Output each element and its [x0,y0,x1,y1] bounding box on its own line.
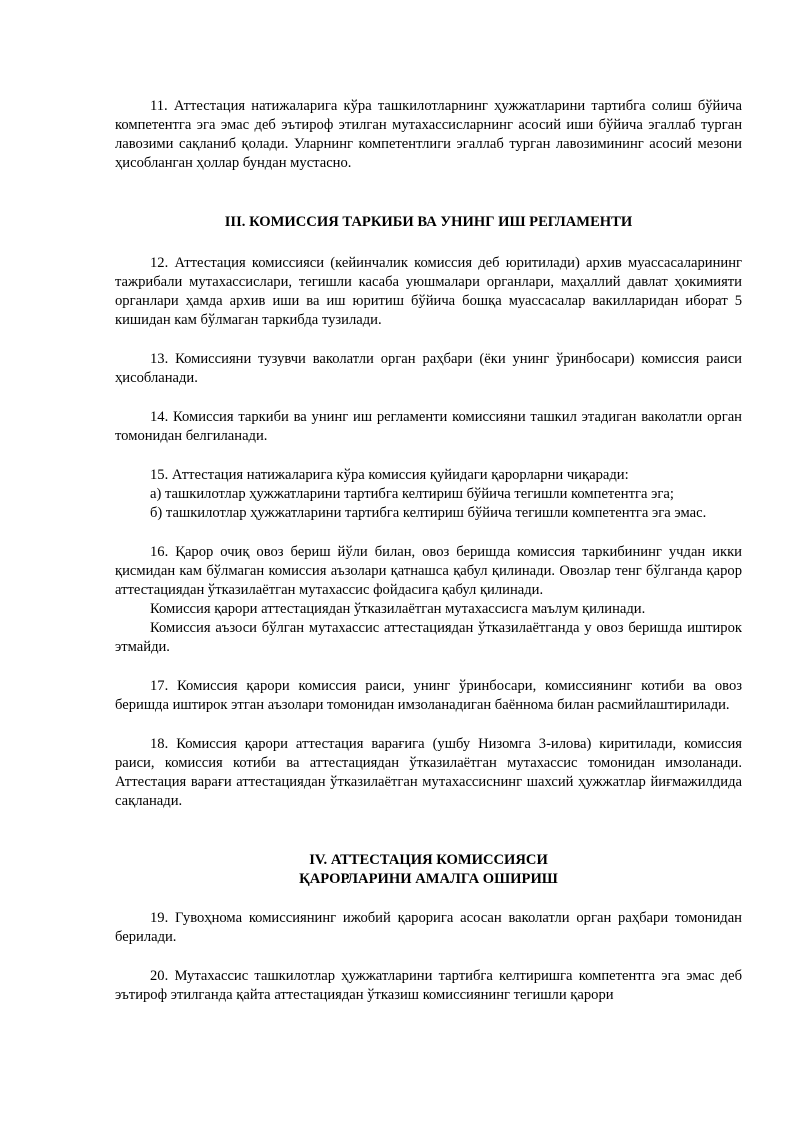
paragraph-17: 17. Комиссия қарори комиссия раиси, унинг ўринбосари, комиссиянинг котиби ва овоз беришда иштирок этган аъзолари томонидан имзоланадиган баённома билан расмийлаштирилади. [115,678,742,713]
paragraph-16: 16. Қарор очиқ овоз бериш йўли билан, овоз беришда комиссия таркибининг учдан икки қисмидан кам бўлмаган комиссия аъзолари қатнашса қабул қилинади. Овозлар тенг бўлганда қарор аттестациядан ўтказилаётган мутахассис фойдасига қабул қилинади. [115,544,742,598]
paragraph-15: 15. Аттестация натижаларига кўра комиссия қуйидаги қарорларни чиқаради: [150,467,629,483]
section-heading-iii: III. КОМИССИЯ ТАРКИБИ ВА УНИНГ ИШ РЕГЛАМЕНТИ [224,214,633,230]
paragraph-18: 18. Комиссия қарори аттестация варағига (ушбу Низомга 3-илова) киритилади, комиссия раиси, комиссия котиби ва аттестациядан ўтказилаётган мутахассис томонидан имзоланади. Аттестация варағи аттестациядан ўтказилаётган мутахассиснинг шахсий ҳужжатлар йиғмажилдида сақланади. [115,736,742,809]
section-heading-iv [115,851,742,889]
paragraph-14: 14. Комиссия таркиби ва унинг иш регламенти комиссияни ташкил этадиган ваколатли орган томонидан белгиланади. [115,409,742,444]
paragraph-12: 12. Аттестация комиссияси (кейинчалик комиссия деб юритилади) архив муассасаларининг тажрибали мутахассислари, тегишли касаба уюшмалари органлари, маҳаллий давлат ҳокимияти органлари ҳамда архив иши ва иш юритиш бўйича бошқа муассасалар вакилларидан иборат 5 кишидан кам бўлмаган таркибда тузилади. [115,255,742,328]
paragraph-16-continuation-1: Комиссия қарори аттестациядан ўтказилаётган мутахассисга маълум қилинади. [150,601,646,617]
paragraph-19: 19. Гувоҳнома комиссиянинг ижобий қарорига асосан ваколатли орган раҳбари томонидан берилади. [115,910,742,945]
document-page [115,97,742,1005]
paragraph-15-item-a: а) ташкилотлар ҳужжатларини тартибга келтириш бўйича тегишли компетентга эга; [150,486,674,502]
paragraph-13: 13. Комиссияни тузувчи ваколатли орган раҳбари (ёки унинг ўринбосари) комиссия раиси ҳисобланади. [115,351,742,386]
paragraph-16-continuation-2: Комиссия аъзоси бўлган мутахассис аттестациядан ўтказилаётганда у овоз беришда иштирок этмайди. [115,620,742,655]
paragraph-20: 20. Мутахассис ташкилотлар ҳужжатларини тартибга келтиришга компетентга эга эмас деб эътироф этилганда қайта аттестациядан ўтказиш комиссиянинг тегишли қарори [115,968,742,1003]
section-heading-iv-line-2: ҚАРОРЛАРИНИ АМАЛГА ОШИРИШ [299,871,558,887]
section-heading-iv-line-1: IV. АТТЕСТАЦИЯ КОМИССИЯСИ [309,852,548,868]
paragraph-15-item-b: б) ташкилотлар ҳужжатларини тартибга келтириш бўйича тегишли компетентга эга эмас. [150,505,707,521]
paragraph-11: 11. Аттестация натижаларига кўра ташкилотларнинг ҳужжатларини тартибга солиш бўйича компетентга эга эмас деб эътироф этилган мутахассисларнинг асосий иши бўйича эгаллаб турган лавозими сақланиб қолади. Уларнинг компетентлиги эгаллаб турган лавозимининг асосий мезони ҳисобланган ҳоллар бундан мустасно. [115,98,742,171]
